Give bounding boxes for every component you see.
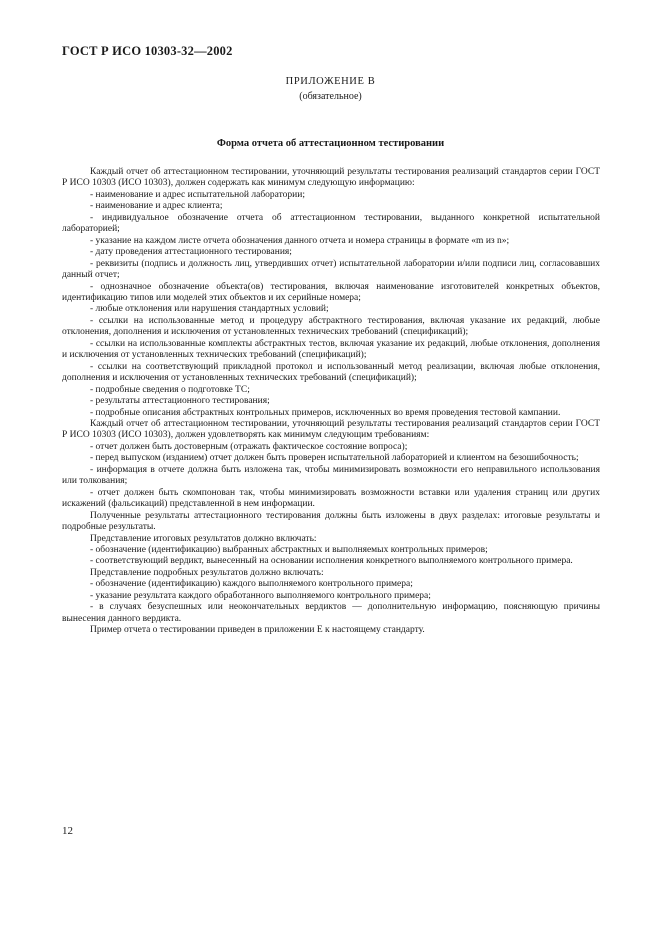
paragraph: Каждый отчет об аттестационном тестировании, уточняющий результаты тестирования реализаций стандартов серии ГОСТ Р ИСО 10303 (ИСО 10303), должен удовлетворять как минимум следующим требованиям:: [62, 418, 600, 441]
list-item: - ссылки на использованные метод и процедуру абстрактного тестирования, включая указание их редакций, любые отклонения, дополнения и исключения от установленных технических требований (спецификаций);: [62, 315, 600, 338]
list-item: - отчет должен быть скомпонован так, чтобы минимизировать возможности вставки или удаления страниц или других искажений (фальсикаций) представленной в нем информации.: [62, 487, 600, 510]
list-item: - соответствующий вердикт, вынесенный на основании исполнения конкретного выполняемого контрольного примера.: [90, 556, 573, 567]
list-item: - обозначение (идентификацию) каждого выполняемого контрольного примера;: [90, 579, 413, 590]
paragraph: Представление подробных результатов должно включать:: [90, 567, 324, 578]
list-item: - реквизиты (подпись и должность лиц, утвердивших отчет) испытательной лаборатории и/или подписи лиц, согласовавших данный отчет;: [62, 258, 600, 281]
list-item: - указание на каждом листе отчета обозначения данного отчета и номера страницы в формате «m из n»;: [90, 235, 510, 246]
list-item: - в случаях безуспешных или неокончательных вердиктов — дополнительную информацию, поясняющую причины вынесения данного вердикта.: [62, 602, 600, 624]
list-item: - ссылки на использованные комплекты абстрактных тестов, включая указание их редакций, любые отклонения, дополнения и исключения от установленных технических требований (спецификаций);: [62, 338, 600, 361]
paragraph: Полученные результаты аттестационного тестирования должны быть изложены в двух разделах: итоговые результаты и подробные результаты.: [62, 510, 600, 533]
list-item: - дату проведения аттестационного тестирования;: [90, 247, 292, 258]
list-item: - подробные описания абстрактных контрольных примеров, исключенных во время проведения тестовой кампании.: [90, 407, 561, 418]
list-item: - однозначное обозначение объекта(ов) тестирования, включая наименование изготовителей конкретных объектов, идентификацию типов или моделей этих объектов и их серийные номера;: [62, 281, 600, 303]
list-item: - ссылки на соответствующий прикладной протокол и использованный метод реализации, включая любые отклонения, дополнения и исключения от установленных технических требований (спецификаций);: [62, 361, 600, 384]
paragraph: Представление итоговых результатов должно включать:: [90, 533, 317, 544]
list-item: - результаты аттестационного тестирования;: [90, 396, 270, 407]
appendix-status: (обязательное): [299, 91, 362, 102]
list-item: - любые отклонения или нарушения стандартных условий;: [90, 304, 329, 315]
list-item: - отчет должен быть достоверным (отражать фактическое состояние вопроса);: [90, 441, 408, 452]
list-item: - наименование и адрес клиента;: [90, 201, 223, 212]
list-item: - подробные сведения о подготовке ТС;: [90, 384, 250, 395]
page-number: 12: [62, 825, 73, 837]
paragraph: Каждый отчет об аттестационном тестировании, уточняющий результаты тестирования реализаций стандартов серии ГОСТ Р ИСО 10303 (ИСО 10303), должен содержать как минимум следующую информацию:: [62, 167, 600, 189]
document-code-header: ГОСТ Р ИСО 10303-32—2002: [62, 44, 233, 58]
list-item: - обозначение (идентификацию) выбранных абстрактных и выполняемых контрольных примеров;: [90, 544, 488, 555]
list-item: - указание результата каждого обработанного выполняемого контрольного примера;: [90, 590, 431, 601]
body-text: [62, 167, 600, 637]
list-item: - перед выпуском (изданием) отчет должен быть проверен испытательной лабораторией и клиентом на безошибочность;: [90, 453, 579, 464]
list-item: - информация в отчете должна быть изложена так, чтобы минимизировать возможности его неправильного использования или толкования;: [62, 464, 600, 487]
list-item: - наименование и адрес испытательной лаборатории;: [90, 189, 305, 200]
appendix-title: ПРИЛОЖЕНИЕ В: [285, 76, 376, 87]
paragraph: Пример отчета о тестировании приведен в приложении Е к настоящему стандарту.: [90, 625, 425, 636]
section-title: Форма отчета об аттестационном тестировании: [216, 138, 445, 149]
list-item: - индивидуальное обозначение отчета об аттестационном тестировании, выданного конкретной испытательной лабораторией;: [62, 212, 600, 235]
